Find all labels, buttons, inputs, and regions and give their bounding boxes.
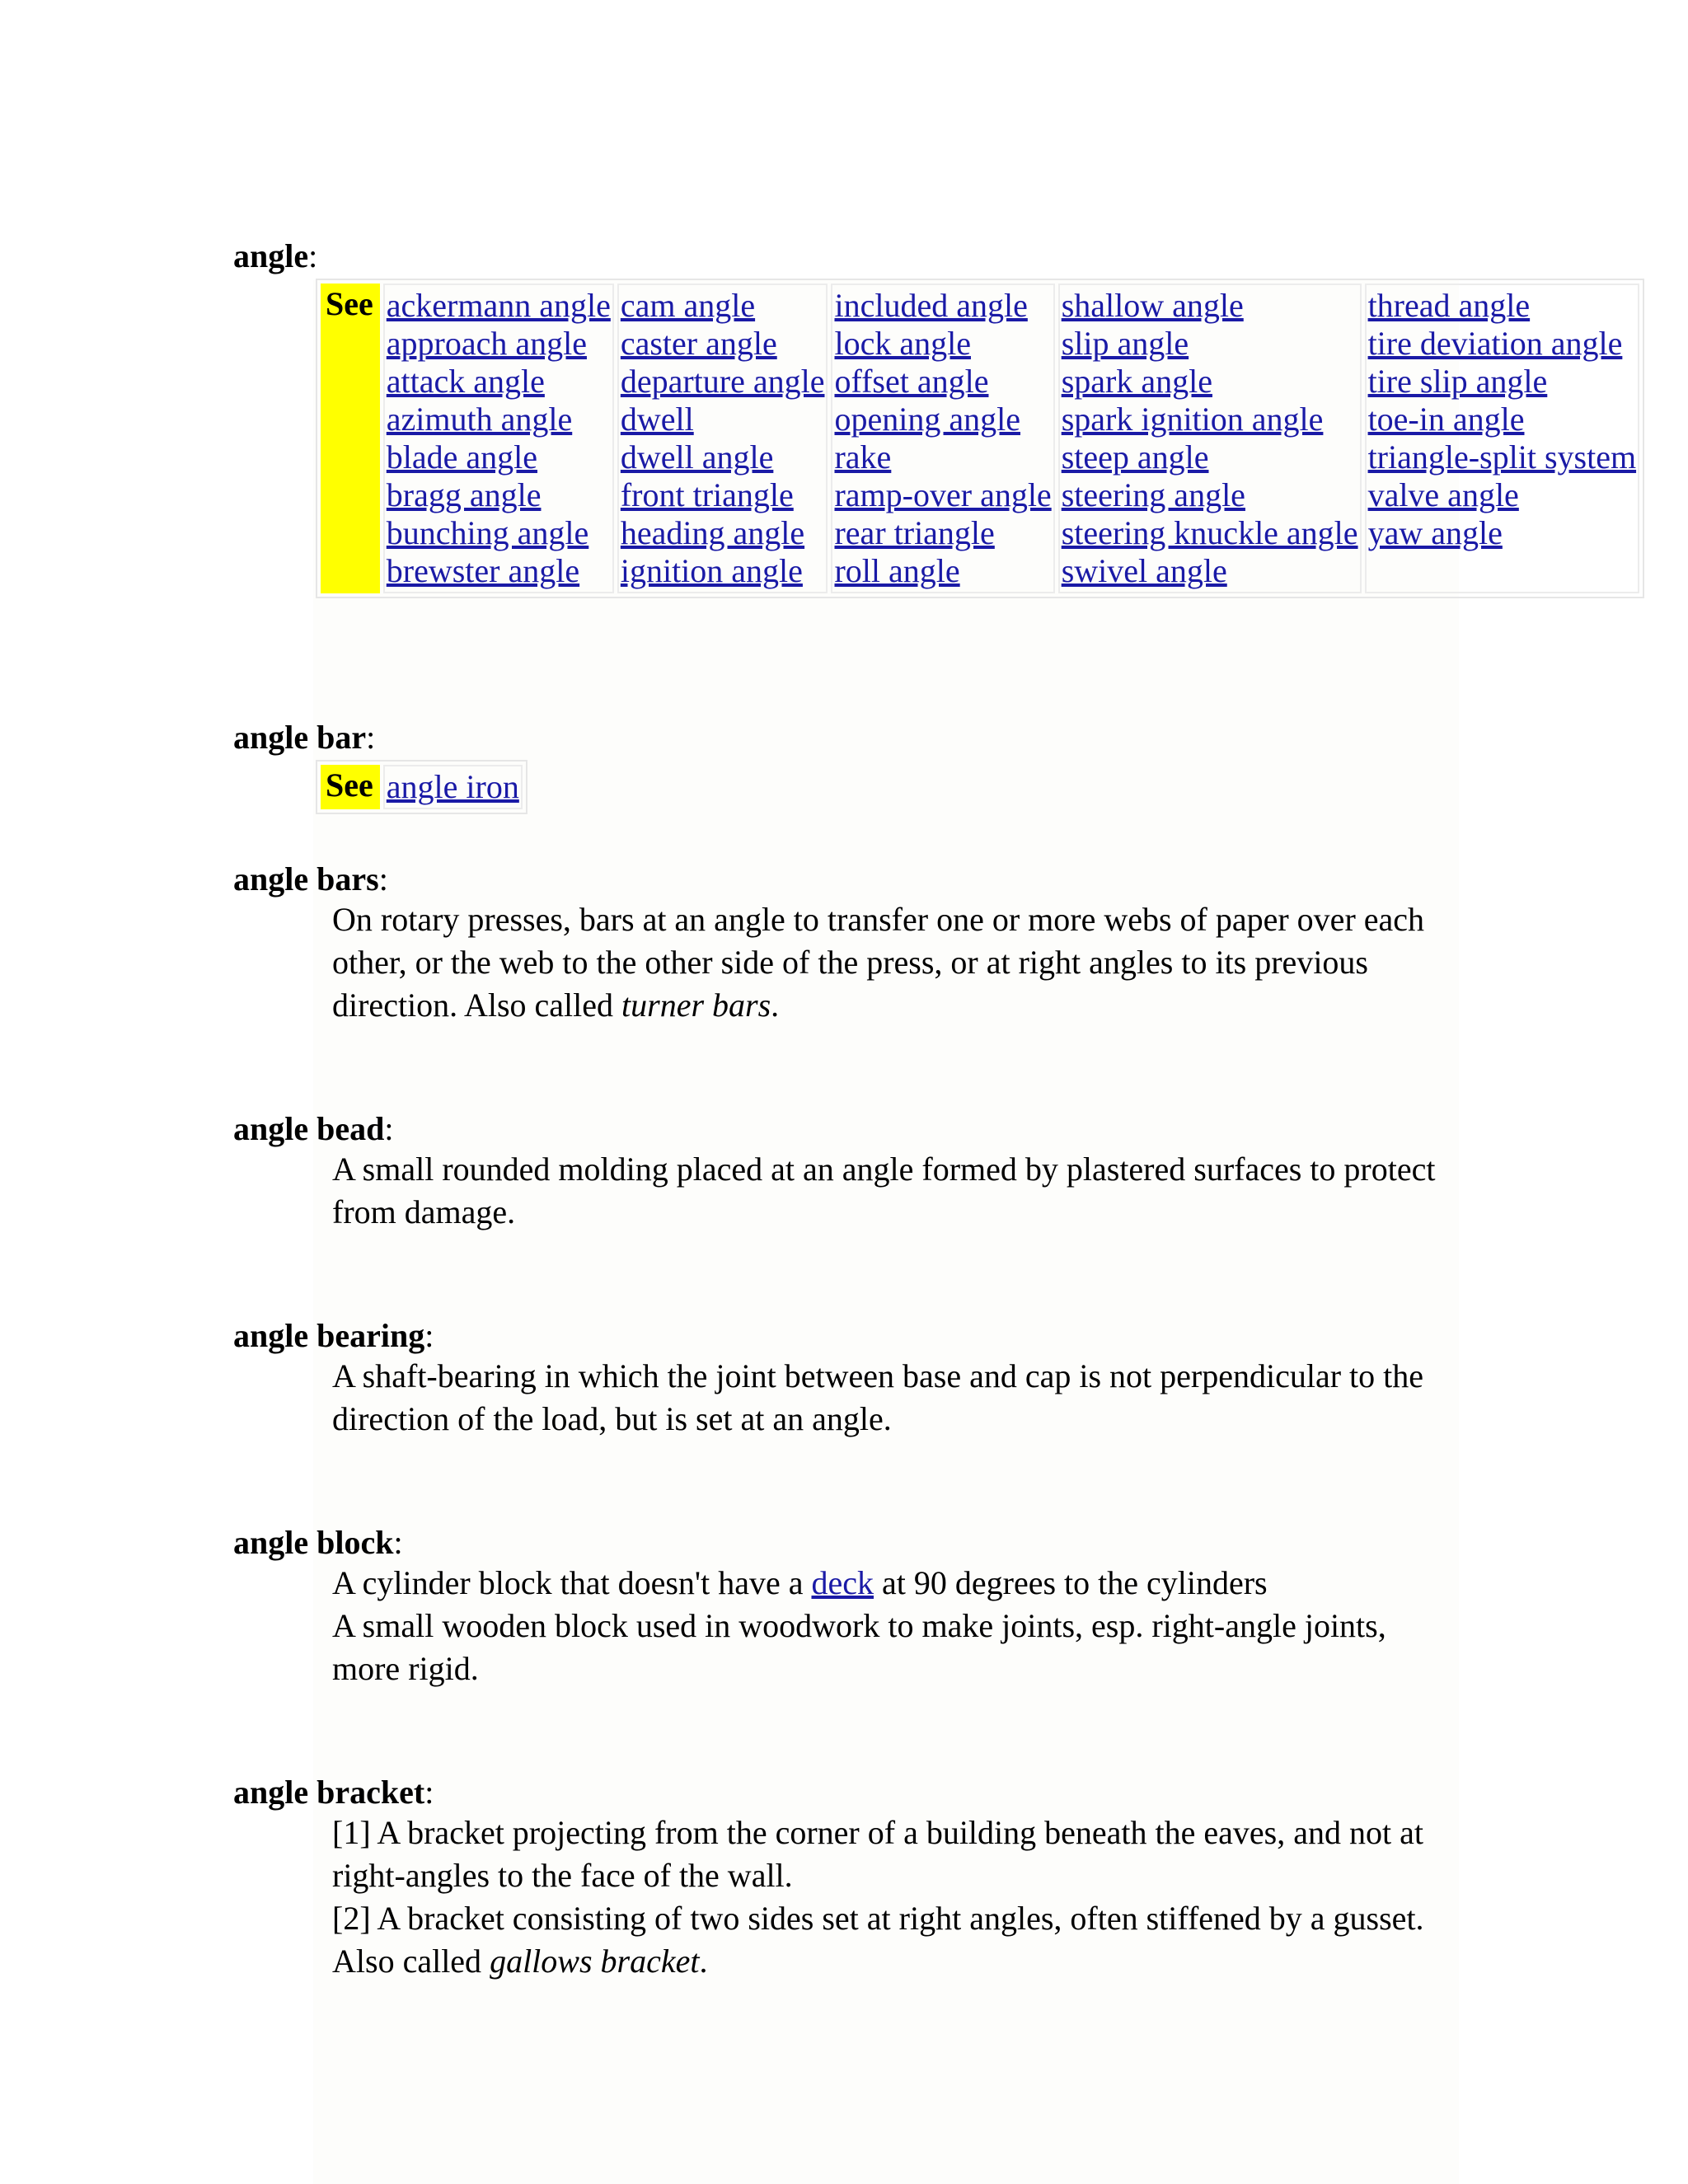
see-also-link[interactable]: valve angle bbox=[1367, 476, 1519, 513]
see-also-link[interactable]: front triangle bbox=[620, 476, 794, 513]
see-also-link[interactable]: cam angle bbox=[620, 287, 756, 324]
see-also-column bbox=[1058, 284, 1362, 593]
see-also-link[interactable]: toe-in angle bbox=[1367, 401, 1525, 438]
see-also-link[interactable]: rake bbox=[834, 438, 892, 476]
see-also-link[interactable]: brewster angle bbox=[386, 552, 580, 589]
see-also-link[interactable]: bragg angle bbox=[386, 476, 542, 513]
see-also-link[interactable]: dwell bbox=[620, 401, 694, 438]
definition: [1] A bracket projecting from the corner of a building beneath the eaves, and not at right-angles to the face of the wall. [2] A bracket consisting of two sides set at right angles, often stiffened by a gusset. Also called gallows bracket. bbox=[332, 1814, 1424, 1980]
see-also-link[interactable]: included angle bbox=[834, 287, 1028, 324]
see-also-link[interactable]: tire deviation angle bbox=[1367, 325, 1623, 362]
see-also-link[interactable]: steering knuckle angle bbox=[1061, 514, 1358, 551]
entry-term: angle bars bbox=[233, 860, 379, 898]
see-also-link[interactable]: ignition angle bbox=[620, 552, 803, 589]
see-also-link[interactable]: dwell angle bbox=[620, 438, 774, 476]
definition: On rotary presses, bars at an angle to transfer one or more webs of paper over each other, or the web to the other side of the press, or at right angles to its previous direction. Also called turner bars. bbox=[332, 901, 1425, 1024]
see-also-link[interactable]: approach angle bbox=[386, 325, 587, 362]
see-also-link[interactable]: angle iron bbox=[386, 768, 519, 805]
definition: A small rounded molding placed at an angle formed by plastered surfaces to protect from damage. bbox=[332, 1151, 1436, 1230]
see-also-link[interactable]: caster angle bbox=[620, 325, 777, 362]
see-also-link[interactable]: azimuth angle bbox=[386, 401, 573, 438]
see-also-link[interactable]: lock angle bbox=[834, 325, 971, 362]
alias-term: turner bars bbox=[621, 987, 771, 1024]
see-also-column bbox=[617, 284, 828, 593]
entry-angle-bead: angle bead: A small rounded molding placed at an angle formed by plastered surfaces to protect from damage. bbox=[233, 1110, 1437, 1234]
definition: A cylinder block that doesn't have a deck at 90 degrees to the cylinders A small wooden block used in woodwork to make joints, esp. right-angle joints, more rigid. bbox=[332, 1564, 1386, 1687]
see-also-link[interactable]: opening angle bbox=[834, 401, 1020, 438]
see-also-link[interactable]: yaw angle bbox=[1367, 514, 1503, 551]
see-also-link[interactable]: bunching angle bbox=[386, 514, 589, 551]
see-label: See bbox=[321, 765, 380, 809]
entry-angle-bar: angle bar: See angle iron bbox=[233, 719, 528, 814]
see-also-column bbox=[383, 765, 523, 809]
entry-angle-block: angle block: A cylinder block that doesn't have a deck at 90 degrees to the cylinders A small wooden block used in woodwork to make joints, esp. right-angle joints, more rigid. bbox=[233, 1524, 1437, 1690]
entry-angle-bars: angle bars: On rotary presses, bars at an angle to transfer one or more webs of paper over each other, or the web to the other side of the press, or at right angles to its previous direction. Also called turner bars. bbox=[233, 860, 1437, 1027]
see-also-link[interactable]: ramp-over angle bbox=[834, 476, 1052, 513]
see-also-link[interactable]: steep angle bbox=[1061, 438, 1209, 476]
see-also-link[interactable]: roll angle bbox=[834, 552, 960, 589]
see-also-link[interactable]: spark angle bbox=[1061, 363, 1212, 400]
see-also-link[interactable]: swivel angle bbox=[1061, 552, 1227, 589]
see-also-link[interactable]: departure angle bbox=[620, 363, 825, 400]
see-also-link[interactable]: spark ignition angle bbox=[1061, 401, 1324, 438]
entry-angle: angle: See ackermann angle approach angle attack angle azimuth angle blade angle bragg angle bunching angle brewster angle cam angle caster angle departure angle dwell dwell angle front triangle heading angle ignition angle included angle lock angle offset angle opening angle rake ramp-over angle rear triangle roll angle shallow angle slip angle spark angle spark ignition angle steep angle steering angle steering knuckle angle swivel angle thread angle tire deviation angle tire slip angle toe-in angle triangle-split system valve angle yaw angle bbox=[233, 237, 1644, 598]
entry-term: angle bracket bbox=[233, 1774, 425, 1811]
alias-term: gallows bracket bbox=[490, 1943, 700, 1980]
definition: A shaft-bearing in which the joint between base and cap is not perpendicular to the direction of the load, but is set at an angle. bbox=[332, 1357, 1424, 1437]
see-also-column bbox=[383, 284, 614, 593]
see-also-link[interactable]: steering angle bbox=[1061, 476, 1245, 513]
see-also-column bbox=[831, 284, 1054, 593]
see-also-link[interactable]: thread angle bbox=[1367, 287, 1531, 324]
entry-term: angle block bbox=[233, 1524, 394, 1561]
see-also-link[interactable]: offset angle bbox=[834, 363, 989, 400]
see-also-link[interactable]: attack angle bbox=[386, 363, 545, 400]
see-also-link[interactable]: rear triangle bbox=[834, 514, 995, 551]
see-also-link[interactable]: triangle-split system bbox=[1367, 438, 1637, 476]
see-also-link[interactable]: slip angle bbox=[1061, 325, 1189, 362]
see-also-link[interactable]: shallow angle bbox=[1061, 287, 1244, 324]
see-also-link[interactable]: ackermann angle bbox=[386, 287, 611, 324]
see-also-link[interactable]: blade angle bbox=[386, 438, 538, 476]
see-also-link[interactable]: tire slip angle bbox=[1367, 363, 1548, 400]
entry-angle-bracket: angle bracket: [1] A bracket projecting from the corner of a building beneath the eaves, and not at right-angles to the face of the wall. [2] A bracket consisting of two sides set at right angles, often stiffened by a gusset. Also called gallows bracket. bbox=[233, 1774, 1437, 1983]
entry-term: angle bead bbox=[233, 1110, 385, 1147]
entry-term: angle bearing bbox=[233, 1317, 425, 1354]
entry-term: angle bar bbox=[233, 719, 367, 756]
see-also-table bbox=[316, 760, 528, 814]
entry-term: angle bbox=[233, 237, 309, 274]
entry-angle-bearing: angle bearing: A shaft-bearing in which the joint between base and cap is not perpendicular to the direction of the load, but is set at an angle. bbox=[233, 1317, 1437, 1441]
see-also-link[interactable]: heading angle bbox=[620, 514, 805, 551]
see-also-table bbox=[316, 279, 1644, 598]
see-also-column bbox=[1365, 284, 1640, 593]
see-label: See bbox=[321, 284, 380, 593]
deck-link[interactable]: deck bbox=[811, 1564, 874, 1601]
